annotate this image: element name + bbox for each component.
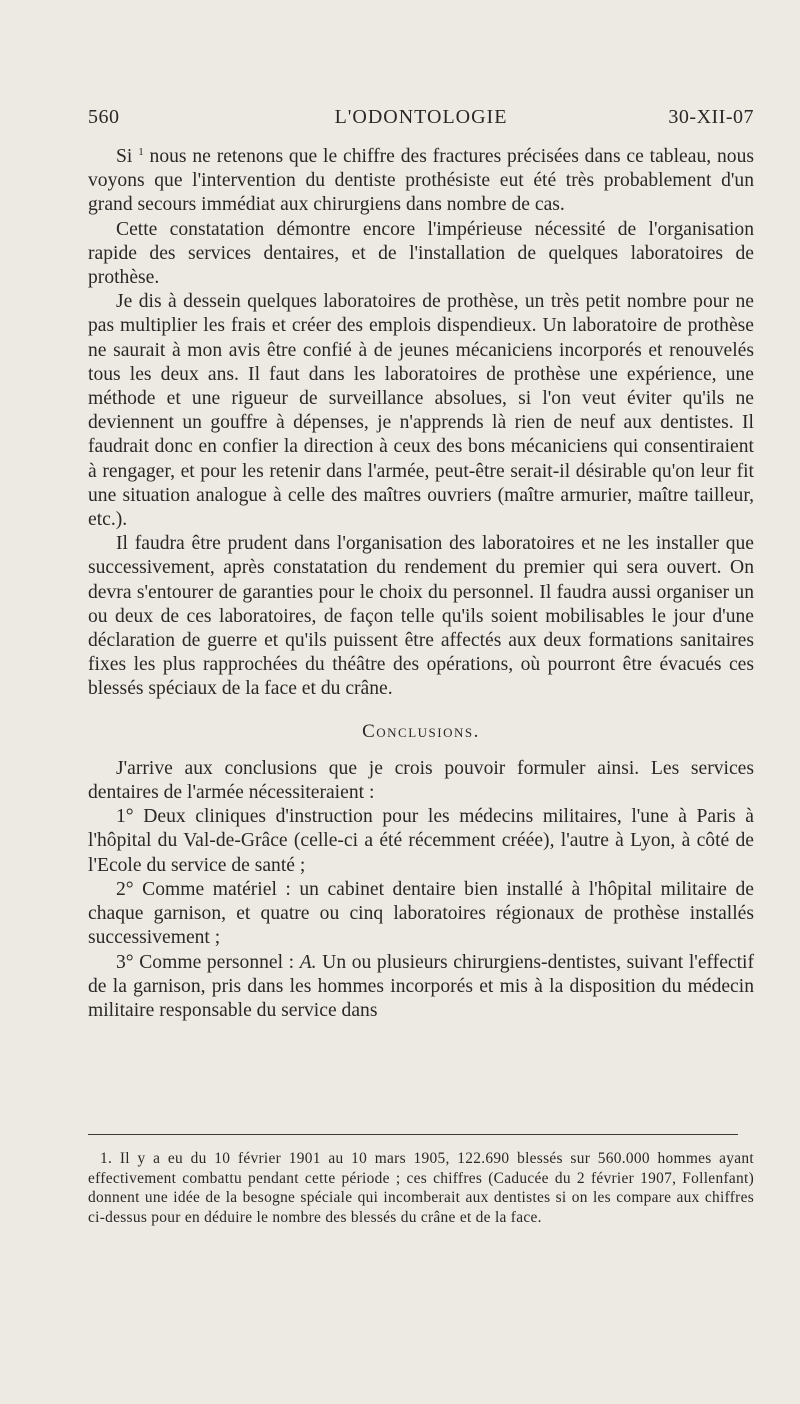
paragraph: J'arrive aux conclusions que je crois pouvoir formuler ainsi. Les services dentaires de l'armée nécessiteraient : <box>88 757 754 804</box>
page-number: 560 <box>88 106 120 128</box>
footnote <box>88 1149 754 1227</box>
issue-date: 30-XII-07 <box>668 106 754 128</box>
list-item-text: Un ou plusieurs chirurgiens-dentistes, suivant l'effectif de la garnison, pris dans les hommes incorporés et mis à la disposition du médecin militaire responsable du service dans <box>88 951 755 1021</box>
footnote-text: Il y a eu du 10 février 1901 au 10 mars 1905, 122.690 blessés sur 560.000 hommes ayant effectivement combattu pendant cette période ; ces chiffres (Caducée du 2 février 1907, Follenfant) donnent une idée de la besogne spéciale qui incomberait aux dentistes si on les compare aux chiffres ci-dessus pour en déduire le nombre des blessés du crâne et de la face. <box>88 1150 754 1226</box>
list-item: 2° Comme matériel : un cabinet dentaire bien installé à l'hôpital militaire de chaque garnison, et quatre ou cinq laboratoires régionaux de prothèse installés successivement ; <box>88 878 754 949</box>
list-item: 1° Deux cliniques d'instruction pour les médecins militaires, l'une à Paris à l'hôpital du Val-de-Grâce (celle-ci a été récemment créée), l'autre à Lyon, à côté de l'Ecole du service de santé ; <box>88 806 754 876</box>
section-heading: Conclusions. <box>362 720 480 742</box>
paragraph <box>88 145 754 218</box>
paragraph: Cette constatation démontre encore l'impérieuse nécessité de l'organisation rapide des services dentaires, et de l'installation de quelques laboratoires de prothèse. <box>88 218 754 289</box>
running-header <box>88 106 754 136</box>
paragraph-text: nous ne retenons que le chiffre des fractures précisées dans ce tableau, nous voyons que l'intervention du dentiste prothésiste eut été très probablement d'un grand secours immédiat aux chirurgiens dans nombre de cas. <box>88 146 754 216</box>
list-item-prefix: 3° Comme personnel : <box>116 951 300 973</box>
main-text <box>88 145 754 1023</box>
list-item-letter: A. <box>299 951 317 973</box>
footnote-reference[interactable]: 1 <box>138 146 144 158</box>
paragraph: Il faudra être prudent dans l'organisation des laboratoires et ne les installer que successivement, après constatation du rendement du premier qui sera ouvert. On devra s'entourer de garanties pour le choix du personnel. Il faudra aussi organiser un ou deux de ces laboratoires, de façon telle qu'ils soient mobilisables le jour d'une déclaration de guerre et qu'ils puissent être affectés aux deux formations sanitaires fixes les plus rapprochées du théâtre des opérations, où pourront être évacués ces blessés spéciaux de la face et du crâne. <box>88 533 754 700</box>
paragraph: Je dis à dessein quelques laboratoires de prothèse, un très petit nombre pour ne pas multiplier les frais et créer des emplois dispendieux. Un laboratoire de prothèse ne saurait à mon avis être confié à de jeunes mécaniciens incorporés et renouvelés tous les deux ans. Il faut dans les laboratoires de prothèse une expérience, une méthode et une rigueur de surveillance absolues, si l'on veut éviter qu'ils ne deviennent un gouffre à dépenses, je n'apprends là rien de neuf aux dentistes. Il faudrait donc en confier la direction à ceux des bons mécaniciens qui consentiraient à rengager, et pour les retenir dans l'armée, peut-être serait-il désirable qu'on leur fit une situation analogue à celle des maîtres ouvriers (maître armurier, maître tailleur, etc.). <box>88 291 754 531</box>
footnote-number: 1. <box>100 1150 113 1167</box>
journal-title: L'ODONTOLOGIE <box>334 106 508 128</box>
footnote-divider <box>88 1134 738 1135</box>
paragraph-prefix: Si <box>116 146 139 167</box>
list-item <box>88 951 754 1024</box>
